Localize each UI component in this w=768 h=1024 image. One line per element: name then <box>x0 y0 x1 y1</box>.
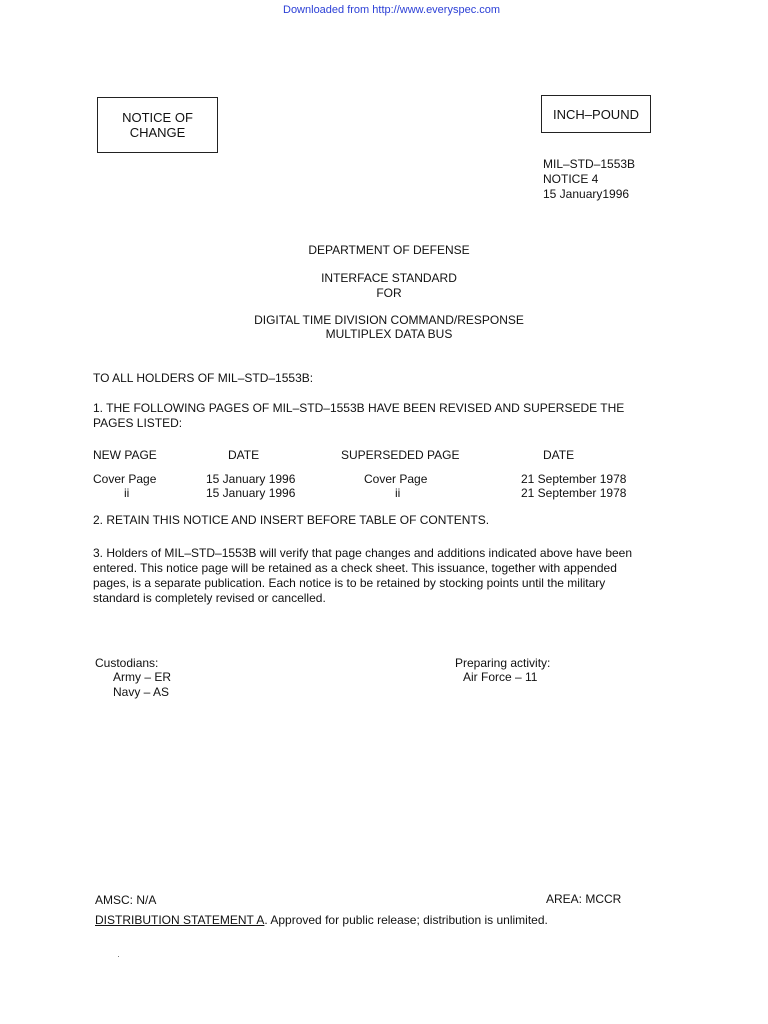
area-code: AREA: MCCR <box>546 892 622 906</box>
table-cell-superseded-page: ii <box>395 486 401 500</box>
notice-number: NOTICE 4 <box>543 172 599 186</box>
paragraph-3-line-1: 3. Holders of MIL–STD–1553B will verify that page changes and additions indicated above have been <box>93 546 633 560</box>
header-superseded-page: SUPERSEDED PAGE <box>341 448 460 462</box>
distribution-statement <box>95 913 548 928</box>
notice-box-line-2: CHANGE <box>129 125 186 140</box>
standard-title-line-2: MULTIPLEX DATA BUS <box>325 327 453 341</box>
to-all-holders: TO ALL HOLDERS OF MIL–STD–1553B: <box>93 371 314 385</box>
table-cell-new-page: Cover Page <box>93 472 157 486</box>
inch-pound-box <box>541 95 651 133</box>
table-cell-superseded-date: 21 September 1978 <box>521 472 627 486</box>
paragraph-3-line-3: pages, is a separate publication. Each notice is to be retained by stocking points until the military <box>93 576 606 590</box>
table-cell-new-page: ii <box>124 486 130 500</box>
table-cell-new-date: 15 January 1996 <box>206 472 296 486</box>
distribution-statement-label: DISTRIBUTION STATEMENT A <box>95 913 265 927</box>
notice-date: 15 January1996 <box>543 187 630 201</box>
download-link[interactable]: Downloaded from http://www.everyspec.com <box>283 4 501 16</box>
table-cell-new-date: 15 January 1996 <box>206 486 296 500</box>
custodian-navy: Navy – AS <box>113 685 170 699</box>
paragraph-1 <box>93 401 624 431</box>
notice-box-line-1: NOTICE OF <box>122 110 193 125</box>
doc-number: MIL–STD–1553B <box>543 157 636 171</box>
custodian-army: Army – ER <box>113 670 172 684</box>
doc-id-block <box>543 157 635 202</box>
custodians-label: Custodians: <box>95 656 159 670</box>
standard-type: INTERFACE STANDARD <box>321 271 457 285</box>
paragraph-1-line-1: 1. THE FOLLOWING PAGES OF MIL–STD–1553B HAVE BEEN REVISED AND SUPERSEDE THE <box>93 401 625 415</box>
department-title: DEPARTMENT OF DEFENSE <box>308 243 470 257</box>
title-for: FOR <box>376 286 402 300</box>
table-cell-superseded-page: Cover Page <box>364 472 428 486</box>
amsc-number: AMSC: N/A <box>95 893 157 907</box>
paragraph-2: 2. RETAIN THIS NOTICE AND INSERT BEFORE TABLE OF CONTENTS. <box>93 513 490 527</box>
header-new-page: NEW PAGE <box>93 448 157 462</box>
standard-title-line-1: DIGITAL TIME DIVISION COMMAND/RESPONSE <box>254 313 524 327</box>
notice-of-change-box <box>97 97 218 153</box>
preparing-activity-label: Preparing activity: <box>455 656 551 670</box>
inch-pound-label: INCH–POUND <box>553 106 639 122</box>
speck <box>118 956 119 957</box>
table-cell-superseded-date: 21 September 1978 <box>521 486 627 500</box>
header-date-superseded: DATE <box>543 448 575 462</box>
paragraph-3-line-4: standard is completely revised or cancelled. <box>93 591 326 605</box>
preparing-activity-value: Air Force – 11 <box>463 670 538 684</box>
paragraph-3 <box>93 546 632 606</box>
header-date-new: DATE <box>228 448 260 462</box>
paragraph-3-line-2: entered. This notice page will be retained as a check sheet. This issuance, together with appended <box>93 561 617 575</box>
paragraph-1-line-2: PAGES LISTED: <box>93 416 183 430</box>
distribution-statement-text: . Approved for public release; distribution is unlimited. <box>264 913 548 927</box>
